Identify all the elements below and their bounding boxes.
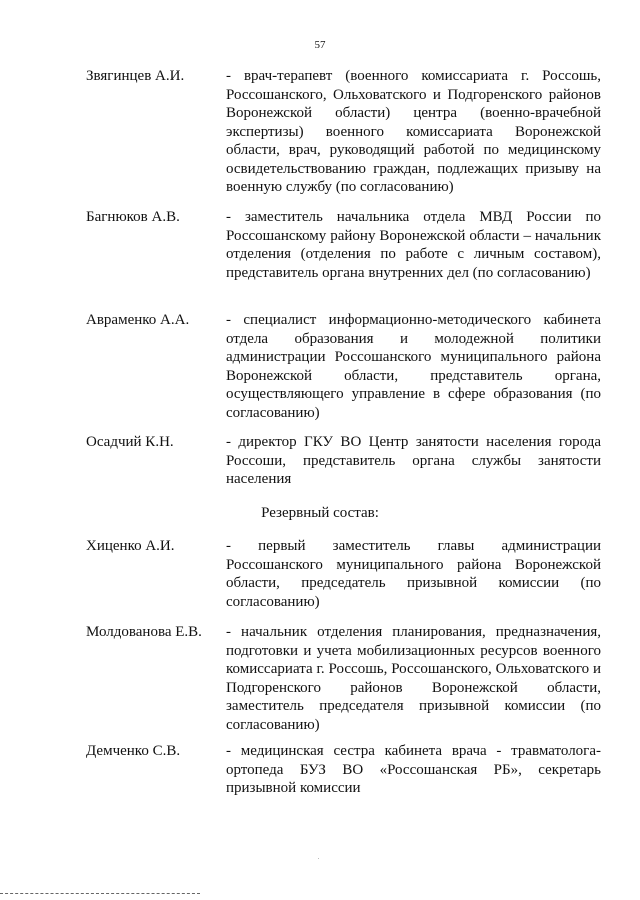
member-description: - директор ГКУ ВО Центр занятости населения города Россоши, представитель органа службы занятости населения (226, 434, 601, 487)
member-name: Демченко С.В. (86, 743, 181, 759)
member-name: Хиценко А.И. (86, 538, 175, 554)
member-description: - заместитель начальника отдела МВД России по Россошанскому району Воронежской области – начальник отделения (отделения по работе с личным составом), представитель органа внутренних дел (по согласованию) (226, 209, 601, 281)
scan-speck (318, 858, 319, 859)
member-description: - первый заместитель главы администрации Россошанского муниципального района Воронежской области, председатель призывной комиссии (по согласованию) (226, 538, 601, 610)
member-description: - специалист информационно-методического кабинета отдела образования и молодежной политики администрации Россошанского муниципального района Воронежской области, представитель органа, осуществляющего управление в сфере образования (по согласованию) (226, 312, 601, 421)
member-name: Молдованова Е.В. (86, 624, 202, 640)
member-description: - медицинская сестра кабинета врача - травматолога-ортопеда БУЗ ВО «Россошанская РБ», секретарь призывной комиссии (226, 743, 601, 796)
member-description: - врач-терапевт (военного комиссариата г. Россошь, Россошанского, Ольховатского и Подгоренского районов Воронежской области) центра (военно-врачебной экспертизы) военного комиссариата Воронежской области, врач, руководящий работой по медицинскому освидетельствованию граждан, подлежащих призыву на военную службу (по согласованию) (226, 68, 601, 195)
member-name: Осадчий К.Н. (86, 434, 174, 450)
member-name: Звягинцев А.И. (86, 68, 185, 84)
footer-divider (0, 893, 200, 894)
reserve-heading: Резервный состав: (261, 505, 379, 521)
member-description: - начальник отделения планирования, предназначения, подготовки и учета мобилизационных ресурсов военного комиссариата г. Россошь, Россошанского, Ольховатского и Подгоренского районов Воронежской области, заместитель председателя призывной комиссии (по согласованию) (226, 624, 601, 733)
page-number: 57 (314, 39, 326, 51)
member-name: Багнюков А.В. (86, 209, 180, 225)
member-name: Авраменко А.А. (86, 312, 190, 328)
